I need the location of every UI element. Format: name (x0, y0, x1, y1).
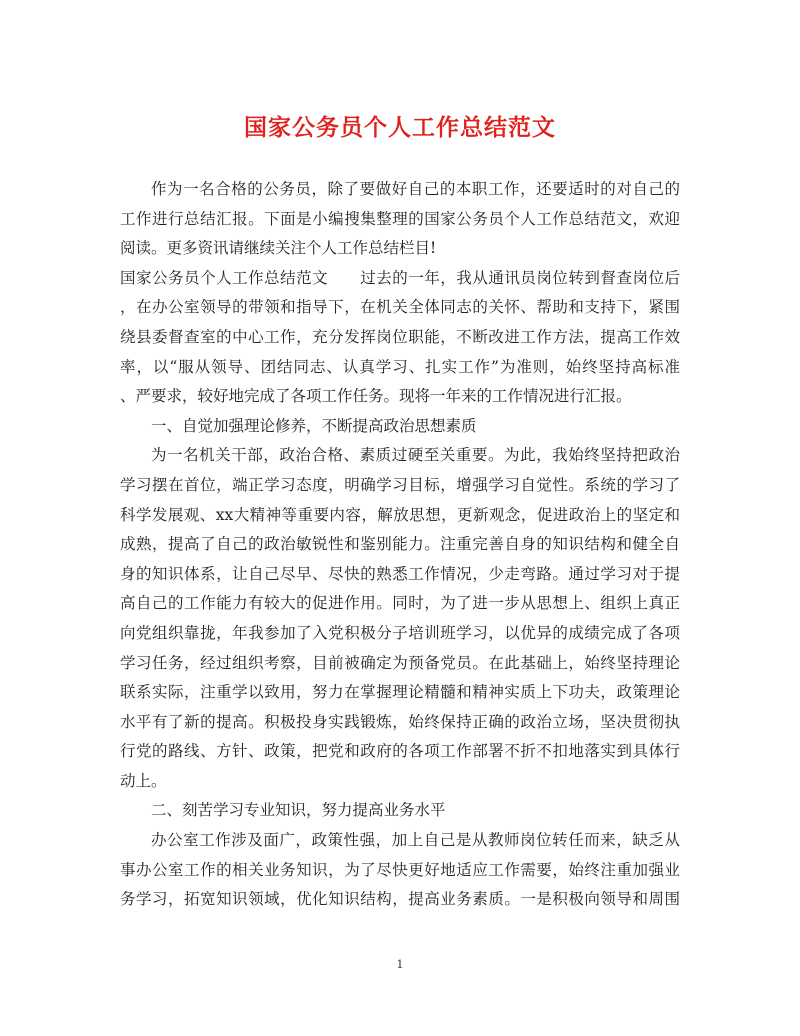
text-line: 作为一名合格的公务员，除了要做好自己的本职工作，还要适时的对自己的 (151, 180, 680, 198)
text-line: 事办公室工作的相关业务知识，为了尽快更好地适应工作需要，始终注重加强业 (120, 860, 680, 879)
section-heading: 一、自觉加强理论修养，不断提高政治思想素质 (151, 416, 477, 435)
text-line: ，在办公室领导的带领和指导下，在机关全体同志的关怀、帮助和支持下，紧围 (120, 298, 680, 317)
text-line: 工作进行总结汇报。下面是小编搜集整理的国家公务员个人工作总结范文，欢迎 (120, 209, 680, 228)
text-line: 、严要求，较好地完成了各项工作任务。现将一年来的工作情况进行汇报。 (120, 387, 632, 406)
text-line: 高自己的工作能力有较大的促进作用。同时，为了进一步从思想上、组织上真正 (120, 594, 680, 613)
text-line: 为一名机关干部，政治合格、素质过硬至关重要。为此，我始终坚持把政治 (151, 446, 680, 465)
text-line: 国家公务员个人工作总结范文 过去的一年，我从通讯员岗位转到督查岗位后 (120, 268, 680, 287)
text-line: 向党组织靠拢，年我参加了入党积极分子培训班学习，以优异的成绩完成了各项 (120, 623, 680, 642)
text-line: 阅读。更多资讯请继续关注个人工作总结栏目! (120, 239, 437, 258)
text-line: 水平有了新的提高。积极投身实践锻炼，始终保持正确的政治立场，坚决贯彻执 (120, 712, 680, 731)
text-line: 率，以“服从领导、团结同志、认真学习、扎实工作”为准则，始终坚持高标准 (120, 357, 680, 376)
text-line: 办公室工作涉及面广，政策性强，加上自己是从教师岗位转任而来，缺乏从 (151, 831, 680, 850)
section-heading: 二、刻苦学习专业知识，努力提高业务水平 (151, 801, 446, 820)
text-line: 行党的路线、方针、政策，把党和政府的各项工作部署不折不扣地落实到具体行 (120, 742, 680, 761)
text-line: 学习摆在首位，端正学习态度，明确学习目标，增强学习自觉性。系统的学习了 (120, 475, 680, 494)
text-line: 科学发展观、xx大精神等重要内容，解放思想，更新观念，促进政治上的坚定和 (120, 505, 680, 524)
document-body (120, 175, 680, 915)
text-line: 学习任务，经过组织考察，目前被确定为预备党员。在此基础上，始终坚持理论 (120, 653, 680, 672)
text-line: 联系实际，注重学以致用，努力在掌握理论精髓和精神实质上下功夫，政策理论 (120, 683, 680, 702)
page-number: 1 (396, 958, 404, 971)
document-title: 国家公务员个人工作总结范文 (244, 114, 556, 141)
text-line: 绕县委督查室的中心工作，充分发挥岗位职能，不断改进工作方法，提高工作效 (120, 327, 680, 346)
text-line: 务学习，拓宽知识领域，优化知识结构，提高业务素质。一是积极向领导和周围 (120, 890, 680, 909)
text-line: 动上。 (120, 771, 167, 790)
text-line: 身的知识体系，让自己尽早、尽快的熟悉工作情况，少走弯路。通过学习对于提 (120, 564, 680, 583)
text-line: 成熟，提高了自己的政治敏锐性和鉴别能力。注重完善自身的知识结构和健全自 (120, 535, 680, 554)
